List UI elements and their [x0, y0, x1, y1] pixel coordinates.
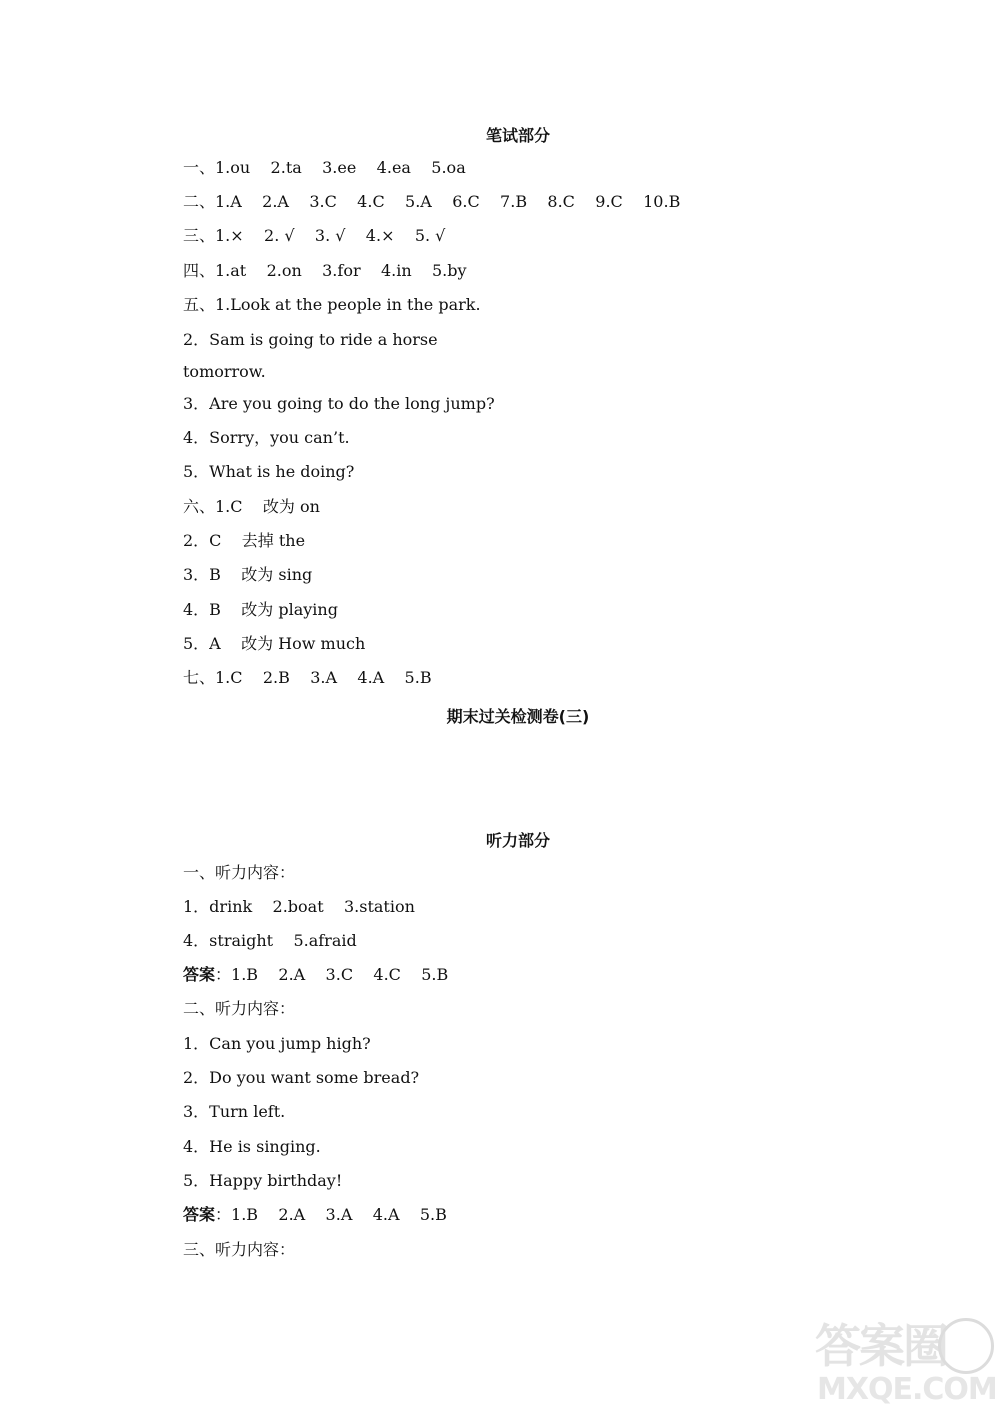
section-title-listening: 听力部分	[485, 831, 550, 850]
answer-line: 5．A 改为 How much	[183, 634, 366, 653]
answer-key-values: ：1.B 2.A 3.C 4.C 5.B	[215, 965, 449, 984]
watermark-logo	[815, 1310, 1000, 1414]
answer-line: 3．Turn left.	[183, 1102, 286, 1121]
answer-line: 1．Can you jump high?	[183, 1034, 371, 1053]
answer-key-label: 答案	[183, 1205, 216, 1224]
answer-line: 五、1.Look at the people in the park.	[183, 295, 481, 314]
answer-line: 4．He is singing.	[183, 1137, 321, 1156]
answer-key-line	[183, 1205, 447, 1225]
section-title-exam: 期末过关检测卷(三)	[446, 707, 590, 726]
answer-line: 七、1.C 2.B 3.A 4.A 5.B	[183, 668, 432, 687]
answer-line: 2．C 去掉 the	[183, 531, 306, 550]
answer-line: 三、1.× 2. √ 3. √ 4.× 5. √	[183, 226, 446, 245]
answer-line: 5．What is he doing?	[183, 462, 355, 481]
answer-line: 二、1.A 2.A 3.C 4.C 5.A 6.C 7.B 8.C 9.C 10.B	[183, 192, 681, 211]
answer-key-line	[183, 965, 448, 985]
answer-line: 4．straight 5.afraid	[183, 931, 357, 950]
answer-line: 3．Are you going to do the long jump?	[183, 394, 495, 413]
answer-line: 3．B 改为 sing	[183, 565, 313, 584]
watermark-cn-text: 答案圈	[815, 1319, 947, 1373]
answer-line: 4．B 改为 playing	[183, 600, 338, 619]
watermark-url-text: MXQE.COM	[817, 1372, 997, 1407]
listening-part2-label: 二、听力内容：	[183, 999, 296, 1018]
answer-line: 一、1.ou 2.ta 3.ee 4.ea 5.oa	[183, 158, 466, 177]
watermark-seal-icon	[938, 1318, 994, 1374]
answer-line: 四、1.at 2.on 3.for 4.in 5.by	[183, 261, 467, 280]
answer-line: 2．Do you want some bread?	[183, 1068, 420, 1087]
answer-line: 5．Happy birthday!	[183, 1171, 343, 1190]
answer-line: tomorrow.	[183, 362, 266, 381]
answer-key-label: 答案	[183, 965, 216, 984]
answer-line: 2．Sam is going to ride a horse	[183, 330, 438, 349]
answer-line: 六、1.C 改为 on	[183, 497, 320, 516]
answer-key-values: ：1.B 2.A 3.A 4.A 5.B	[215, 1205, 447, 1224]
section-title-written: 笔试部分	[485, 126, 550, 145]
listening-part1-label: 一、听力内容：	[183, 863, 296, 882]
listening-part3-label: 三、听力内容：	[183, 1240, 296, 1259]
answer-line: 4．Sorry，you can’t.	[183, 428, 350, 447]
answer-line: 1．drink 2.boat 3.station	[183, 897, 415, 916]
